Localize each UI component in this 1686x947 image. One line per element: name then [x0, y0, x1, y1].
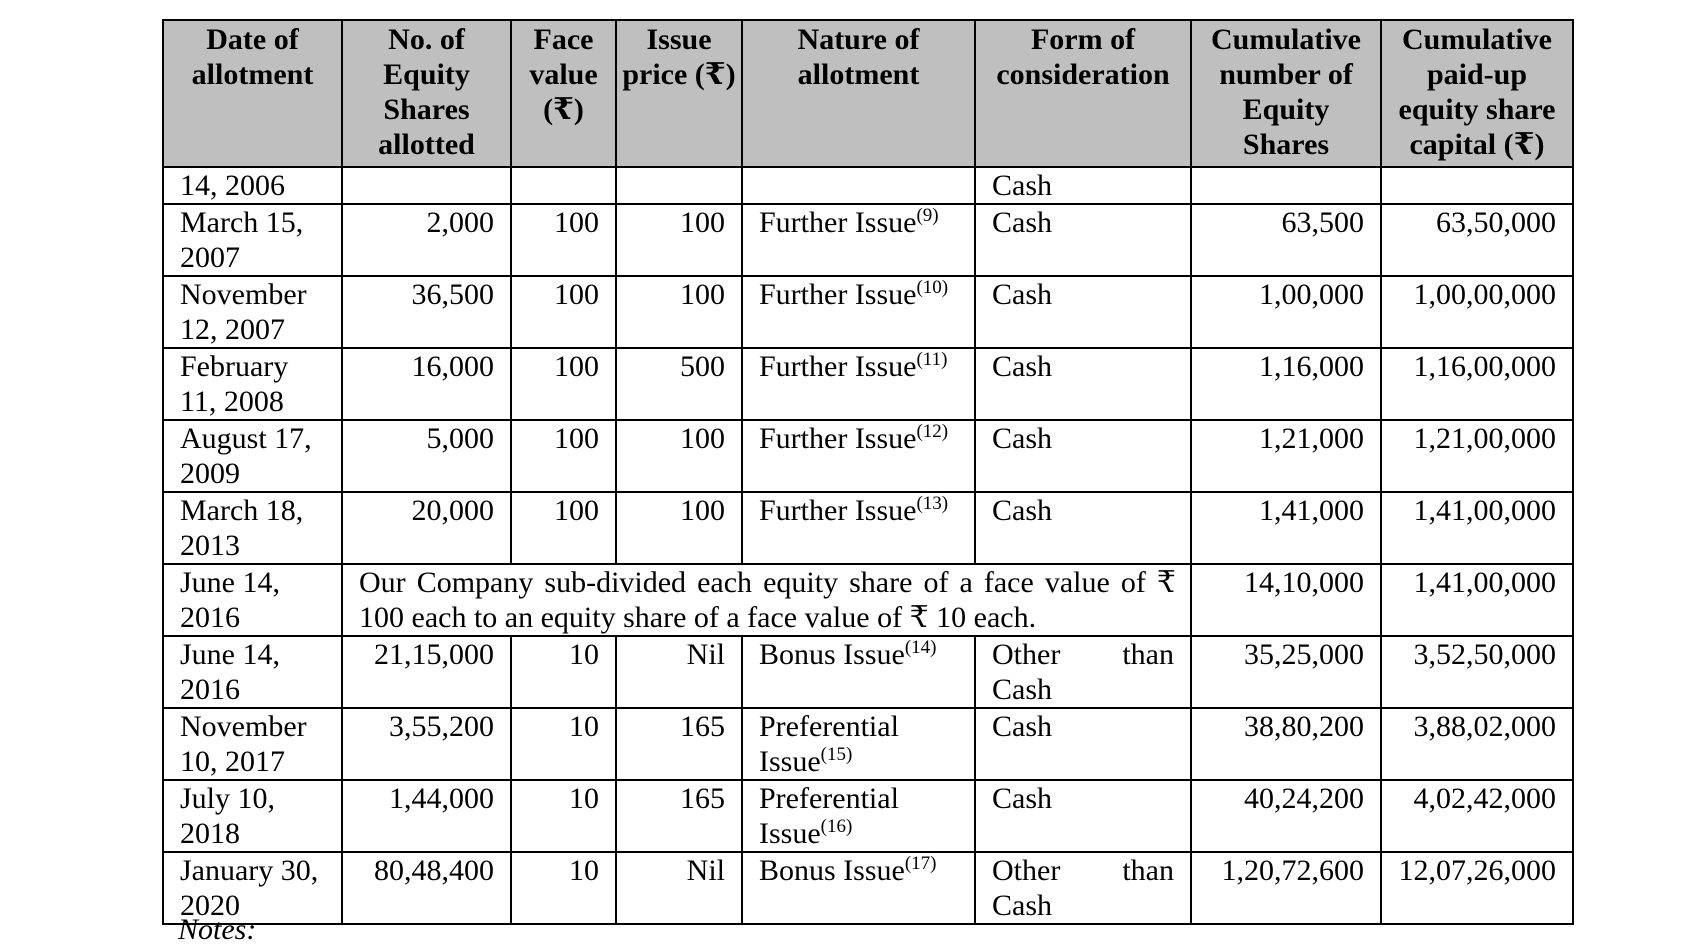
cell-date: August 17, 2009	[163, 420, 342, 492]
cell-date: July 10, 2018	[163, 780, 342, 852]
table-row	[163, 852, 1573, 924]
nature-text: Further Issue	[759, 206, 917, 239]
cell-date: June 14, 2016	[163, 564, 342, 636]
cell-issue-price: 100	[616, 204, 742, 276]
cell-shares-allotted: 80,48,400	[342, 852, 511, 924]
consideration-word: Cash	[992, 673, 1052, 706]
cell-empty	[1191, 167, 1381, 204]
cell-face-value: 100	[511, 348, 616, 420]
nature-text: Preferential Issue	[759, 710, 899, 778]
footnote-ref: (11)	[916, 349, 948, 370]
cell-consideration: Cash	[975, 167, 1191, 204]
cell-date: November 12, 2007	[163, 276, 342, 348]
footnote-ref: (10)	[916, 277, 949, 298]
cell-issue-price: 165	[616, 708, 742, 780]
header-form-of-consideration: Form of consideration	[975, 20, 1191, 167]
cell-consideration: Cash	[975, 204, 1191, 276]
header-no-of-equity-shares: No. of Equity Shares allotted	[342, 20, 511, 167]
table-row	[163, 636, 1573, 708]
cell-nature	[742, 204, 975, 276]
cell-cumulative-capital: 1,41,00,000	[1381, 492, 1573, 564]
table-row	[163, 420, 1573, 492]
table-row	[163, 492, 1573, 564]
cell-issue-price: 100	[616, 492, 742, 564]
header-issue-price: Issue price (₹)	[616, 20, 742, 167]
table-row	[163, 708, 1573, 780]
cell-date: January 30, 2020	[163, 852, 342, 924]
cell-empty	[342, 167, 511, 204]
cell-cumulative-shares: 1,21,000	[1191, 420, 1381, 492]
cell-consideration: Cash	[975, 348, 1191, 420]
cell-consideration: Cash	[975, 708, 1191, 780]
cell-cumulative-shares: 1,20,72,600	[1191, 852, 1381, 924]
cell-cumulative-shares: 14,10,000	[1191, 564, 1381, 636]
cell-shares-allotted: 36,500	[342, 276, 511, 348]
cell-face-value: 100	[511, 492, 616, 564]
cell-shares-allotted: 20,000	[342, 492, 511, 564]
footnote-ref: (13)	[916, 493, 949, 514]
footnote-ref: (17)	[904, 853, 937, 874]
table-row	[163, 348, 1573, 420]
cell-issue-price: 100	[616, 276, 742, 348]
cell-face-value: 10	[511, 852, 616, 924]
notes-label: Notes:	[178, 913, 257, 946]
cell-nature	[742, 276, 975, 348]
cell-nature	[742, 348, 975, 420]
cell-cumulative-capital: 63,50,000	[1381, 204, 1573, 276]
consideration-word: Cash	[992, 889, 1052, 922]
nature-text: Bonus Issue	[759, 638, 905, 671]
cell-consideration	[975, 636, 1191, 708]
cell-empty	[1381, 167, 1573, 204]
cell-face-value: 10	[511, 636, 616, 708]
cell-cumulative-capital: 1,21,00,000	[1381, 420, 1573, 492]
cell-cumulative-shares: 35,25,000	[1191, 636, 1381, 708]
cell-cumulative-shares: 63,500	[1191, 204, 1381, 276]
nature-text: Further Issue	[759, 422, 917, 455]
cell-cumulative-capital: 3,52,50,000	[1381, 636, 1573, 708]
table-row-subdivision	[163, 564, 1573, 636]
cell-issue-price: Nil	[616, 852, 742, 924]
cell-nature	[742, 636, 975, 708]
cell-cumulative-capital: 4,02,42,000	[1381, 780, 1573, 852]
cell-cumulative-shares: 38,80,200	[1191, 708, 1381, 780]
table-row	[163, 204, 1573, 276]
cell-empty	[742, 167, 975, 204]
share-capital-history-table	[162, 19, 1574, 925]
nature-text: Preferential Issue	[759, 782, 899, 850]
cell-consideration	[975, 852, 1191, 924]
footnote-ref: (16)	[820, 816, 853, 837]
cell-cumulative-shares: 1,16,000	[1191, 348, 1381, 420]
footnote-ref: (15)	[820, 744, 853, 765]
table-row-partial	[163, 167, 1573, 204]
cell-nature	[742, 420, 975, 492]
nature-text: Further Issue	[759, 278, 917, 311]
cell-date: 14, 2006	[163, 167, 342, 204]
consideration-word: than	[1122, 638, 1174, 671]
cell-date: June 14, 2016	[163, 636, 342, 708]
consideration-line	[992, 637, 1174, 672]
cell-empty	[616, 167, 742, 204]
consideration-line	[992, 853, 1174, 888]
footnote-ref: (9)	[916, 205, 939, 226]
cell-face-value: 10	[511, 780, 616, 852]
consideration-word: Other	[992, 638, 1061, 671]
cell-date: November 10, 2017	[163, 708, 342, 780]
cell-nature	[742, 708, 975, 780]
cell-nature	[742, 780, 975, 852]
footnote-ref: (12)	[916, 421, 949, 442]
cell-shares-allotted: 21,15,000	[342, 636, 511, 708]
cell-face-value: 100	[511, 420, 616, 492]
cell-issue-price: 165	[616, 780, 742, 852]
cell-consideration: Cash	[975, 780, 1191, 852]
header-nature-of-allotment: Nature of allotment	[742, 20, 975, 167]
cell-cumulative-capital: 1,16,00,000	[1381, 348, 1573, 420]
cell-face-value: 100	[511, 204, 616, 276]
cell-cumulative-capital: 1,41,00,000	[1381, 564, 1573, 636]
cell-shares-allotted: 1,44,000	[342, 780, 511, 852]
cell-nature	[742, 852, 975, 924]
cell-date: February 11, 2008	[163, 348, 342, 420]
cell-date: March 18, 2013	[163, 492, 342, 564]
table-row	[163, 780, 1573, 852]
cell-consideration: Cash	[975, 420, 1191, 492]
cell-cumulative-shares: 1,41,000	[1191, 492, 1381, 564]
cell-consideration: Cash	[975, 492, 1191, 564]
table-row	[163, 276, 1573, 348]
cell-cumulative-capital: 12,07,26,000	[1381, 852, 1573, 924]
header-cumulative-number: Cumulative number of Equity Shares	[1191, 20, 1381, 167]
nature-text: Further Issue	[759, 494, 917, 527]
header-date-of-allotment: Date of allotment	[163, 20, 342, 167]
cell-issue-price: 500	[616, 348, 742, 420]
footnote-ref: (14)	[904, 637, 937, 658]
cell-shares-allotted: 5,000	[342, 420, 511, 492]
cell-cumulative-shares: 1,00,000	[1191, 276, 1381, 348]
cell-face-value: 10	[511, 708, 616, 780]
cell-cumulative-capital: 3,88,02,000	[1381, 708, 1573, 780]
header-face-value: Face value (₹)	[511, 20, 616, 167]
nature-text: Bonus Issue	[759, 854, 905, 887]
cell-cumulative-capital: 1,00,00,000	[1381, 276, 1573, 348]
table-body	[163, 167, 1573, 924]
cell-shares-allotted: 16,000	[342, 348, 511, 420]
cell-issue-price: Nil	[616, 636, 742, 708]
table-header	[163, 20, 1573, 167]
nature-text: Further Issue	[759, 350, 917, 383]
header-cumulative-capital: Cumulative paid-up equity share capital (₹)	[1381, 20, 1573, 167]
consideration-word: Other	[992, 854, 1061, 887]
cell-shares-allotted: 2,000	[342, 204, 511, 276]
cell-shares-allotted: 3,55,200	[342, 708, 511, 780]
cell-date: March 15, 2007	[163, 204, 342, 276]
cell-empty	[511, 167, 616, 204]
cell-subdivision-text: Our Company sub-divided each equity share of a face value of ₹ 100 each to an equity share of a face value of ₹ 10 each.	[342, 564, 1191, 636]
cell-issue-price: 100	[616, 420, 742, 492]
cell-nature	[742, 492, 975, 564]
cell-consideration: Cash	[975, 276, 1191, 348]
consideration-word: than	[1122, 854, 1174, 887]
cell-cumulative-shares: 40,24,200	[1191, 780, 1381, 852]
cell-face-value: 100	[511, 276, 616, 348]
